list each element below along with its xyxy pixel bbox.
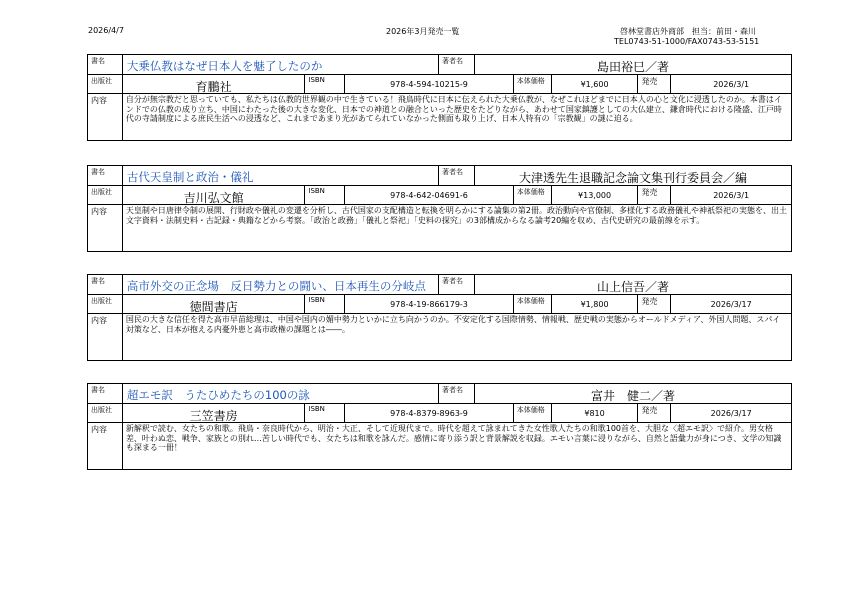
title-label: 書名	[88, 275, 123, 294]
book-title: 高市外交の正念場 反日勢力との闘い、日本再生の分岐点	[123, 275, 439, 294]
book-publisher: 徳間書店	[123, 295, 305, 313]
isbn-label: ISBN	[305, 75, 345, 93]
book-isbn: 978-4-8379-8963-9	[345, 404, 514, 422]
isbn-label: ISBN	[305, 295, 345, 313]
book-description: 国民の大きな信任を得た高市早苗総理は、中国や国内の媚中勢力といかに立ち向かうのか。不安定化する国際情勢、情報戦、歴史戦の実態からオールドメディア、外国人問題、スパイ対策など、日本が抱える内憂外患と高市政権の課題とは――。	[125, 315, 781, 334]
price-label: 本体価格	[514, 75, 552, 93]
book-publisher: 育鵬社	[123, 75, 305, 93]
title-label: 書名	[88, 384, 123, 403]
author-label: 著者名	[439, 55, 475, 74]
book-entry	[87, 274, 792, 361]
book-release-date: 2026/3/17	[710, 409, 752, 418]
book-description: 自分が無宗教だと思っていても、私たちは仏教的世界観の中で生きている！飛鳥時代に日本に伝えられた大乗仏教が、なぜこれほどまでに日本人の心と文化に浸透したのか。本書はインドでの仏教の成り立ち、中国にわたった後の大きな変化、日本での神道との融合といった歴史をたどりながら、あわせて国家鎮護としての大仏建立、鎌倉時代における隆盛、江戸時代の寺請制度による庶民生活への浸透など、これまであまり光があてられていなかった側面も取り上げ、日本人特有の「宗教観」の謎に迫る。	[125, 95, 782, 124]
book-release-date: 2026/3/17	[710, 300, 752, 309]
author-label: 著者名	[439, 384, 475, 403]
book-release-date: 2026/3/1	[713, 80, 750, 89]
book-entry	[87, 54, 792, 141]
price-label: 本体価格	[514, 186, 552, 204]
book-price: ¥13,000	[552, 186, 639, 204]
release-label: 発売	[638, 404, 671, 422]
release-label: 発売	[638, 295, 671, 313]
book-description: 新解釈で読む、女たちの和歌。飛鳥・奈良時代から、明治・大正、そして近現代まで。時代を超えて詠まれてきた女性歌人たちの和歌100首を、大胆な〈超エモ訳〉で紹介。男女格差、叶わぬ恋、戦争、家族との別れ…苦しい時代でも、女たちは和歌を詠んだ。感情に寄り添う訳と背景解説を収録。エモい言葉に浸りながら、自然と語彙力が身につき、文学の知識も深まる一冊！	[125, 424, 782, 453]
book-isbn: 978-4-642-04691-6	[345, 186, 514, 204]
author-label: 著者名	[439, 166, 475, 185]
book-author: 大津透先生退職記念論文集刊行委員会／編	[518, 171, 747, 185]
isbn-label: ISBN	[305, 404, 345, 422]
book-price: ¥810	[552, 404, 639, 422]
price-label: 本体価格	[514, 295, 552, 313]
book-title: 超エモ訳 うたひめたちの100の詠	[123, 384, 439, 403]
title-label: 書名	[88, 166, 123, 185]
content-label: 内容	[88, 314, 123, 360]
book-entry	[87, 165, 792, 252]
book-isbn: 978-4-19-866179-3	[345, 295, 514, 313]
book-author: 島田裕巳／著	[596, 60, 669, 74]
book-author: 富井 健二／著	[590, 389, 675, 403]
book-title: 古代天皇制と政治・儀礼	[123, 166, 439, 185]
book-title: 大乗仏教はなぜ日本人を魅了したのか	[123, 55, 439, 74]
contact-numbers: TEL0743-51-1000/FAX0743-53-5151	[614, 37, 760, 46]
book-isbn: 978-4-594-10215-9	[345, 75, 514, 93]
content-label: 内容	[88, 423, 123, 469]
book-author: 山上信吾／著	[596, 280, 669, 294]
price-label: 本体価格	[514, 404, 552, 422]
print-date: 2026/4/7	[88, 26, 124, 35]
publisher-label: 出版社	[88, 75, 123, 93]
book-publisher: 三笠書房	[123, 404, 305, 422]
content-label: 内容	[88, 205, 123, 251]
release-label: 発売	[638, 75, 671, 93]
content-label: 内容	[88, 94, 123, 140]
page-title: 2026年3月発売一覧	[386, 27, 460, 36]
publisher-label: 出版社	[88, 404, 123, 422]
publisher-label: 出版社	[88, 295, 123, 313]
book-publisher: 吉川弘文館	[123, 186, 305, 204]
book-entry	[87, 383, 792, 470]
company-info: 啓林堂書店外商部 担当：前田・森川	[620, 27, 756, 36]
release-label: 発売	[638, 186, 671, 204]
publisher-label: 出版社	[88, 186, 123, 204]
book-description: 天皇制や日唐律令制の展開、行財政や儀礼の変遷を分析し、古代国家の支配構造と転換を明らかにする論集の第2冊。政治動向や官僚制、多様化する政務儀礼や神祇祭祀の実態を、出土文字資料・法制史料・古記録・典籍などから考察。「政治と政務」「儀礼と祭祀」「史料の探究」の3部構成からなる論考20編を収め、古代史研究の最前線を示す。	[125, 206, 788, 225]
author-label: 著者名	[439, 275, 475, 294]
book-price: ¥1,600	[552, 75, 639, 93]
isbn-label: ISBN	[305, 186, 345, 204]
title-label: 書名	[88, 55, 123, 74]
book-price: ¥1,800	[552, 295, 639, 313]
book-release-date: 2026/3/1	[713, 191, 750, 200]
